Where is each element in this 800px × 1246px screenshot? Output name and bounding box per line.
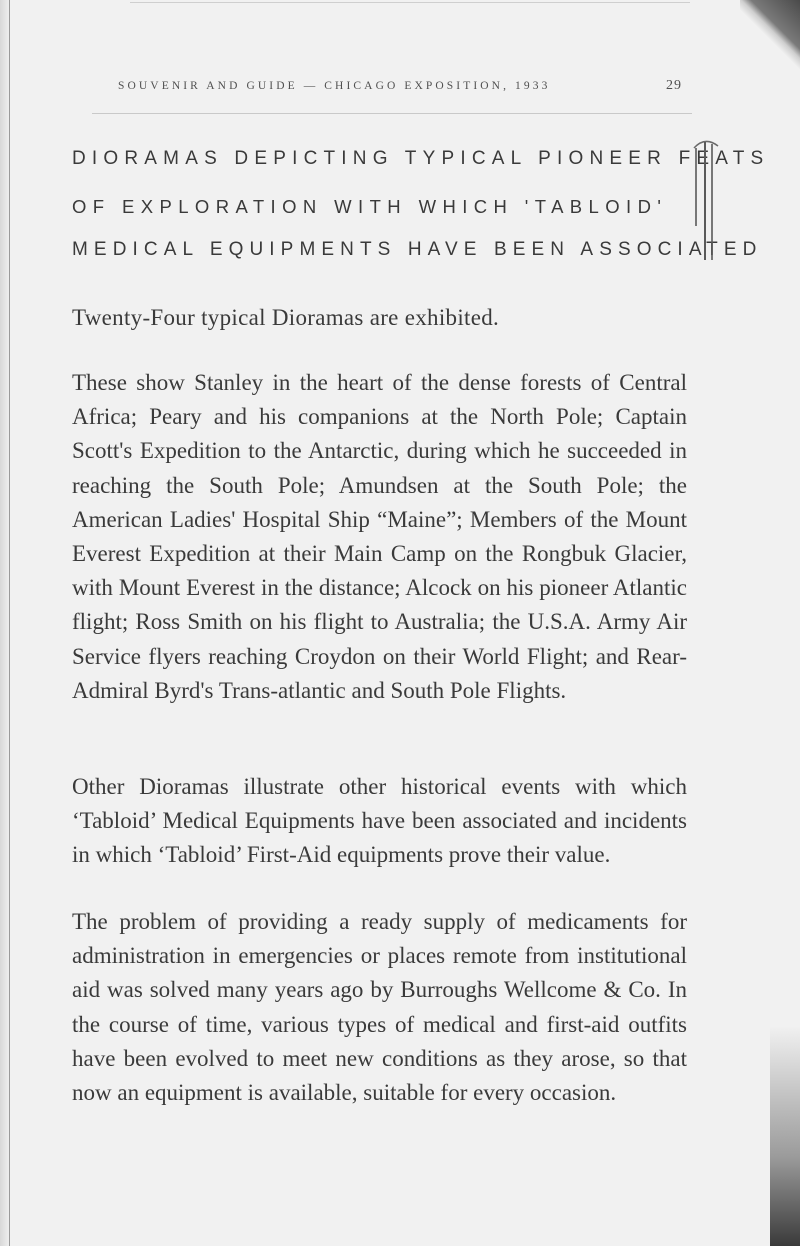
- intro-paragraph: Twenty-Four typical Dioramas are exhibited.: [72, 305, 500, 330]
- running-head-title: SOUVENIR AND GUIDE — CHICAGO EXPOSITION, 1933: [118, 80, 551, 92]
- margin-ornament-icon: [688, 134, 726, 264]
- page-corner-bottom-right: [770, 1026, 800, 1246]
- section-heading-line-3: MEDICAL EQUIPMENTS HAVE BEEN ASSOCIATED: [72, 239, 763, 260]
- paragraph-other-dioramas: Other Dioramas illustrate other historical events with which ‘Tabloid’ Medical Equipments have been associated and incidents in which ‘Tabloid’ First-Aid equipments prove their value.: [72, 774, 687, 868]
- paragraph-dioramas-list: These show Stanley in the heart of the dense forests of Central Africa; Peary and his companions at the North Pole; Captain Scott's Expedition to the Antarctic, during which he succeeded in reaching the South Pole; Amundsen at the South Pole; the American Ladies' Hospital Ship “Maine”; Members of the Mount Everest Expedition at their Main Camp on the Rongbuk Glacier, with Mount Everest in the distance; Alcock on his pioneer Atlantic flight; Ross Smith on his flight to Australia; the U.S.A. Army Air Service flyers reaching Croydon on their World Flight; and Rear-Admiral Byrd's Trans-atlantic and South Pole Flights.: [72, 370, 687, 703]
- header-divider: [92, 113, 692, 114]
- top-margin-rule: [130, 2, 690, 3]
- page-corner-top-right: [740, 0, 800, 80]
- page-edge-line: [9, 0, 10, 1246]
- section-heading-line-1: DIORAMAS DEPICTING TYPICAL PIONEER FEATS: [72, 148, 770, 169]
- running-head: [118, 80, 682, 92]
- paragraph-medical-supply: The problem of providing a ready supply of medicaments for administration in emergencies or places remote from institutional aid was solved many years ago by Burroughs Wellcome & Co. In the course of time, various types of medical and first-aid outfits have been evolved to meet new conditions as they arose, so that now an equipment is available, suitable for every occasion.: [72, 909, 687, 1106]
- section-heading-line-2: OF EXPLORATION WITH WHICH 'TABLOID': [72, 196, 668, 217]
- page-number: 29: [666, 78, 682, 93]
